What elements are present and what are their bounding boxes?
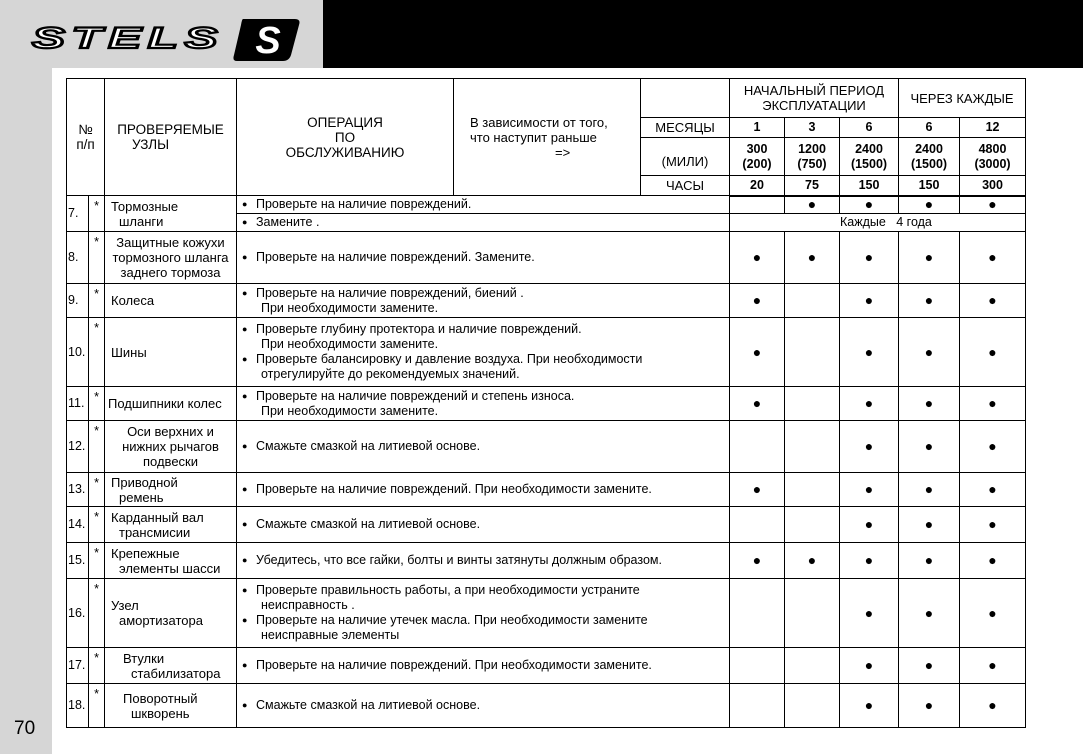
operation-line — [242, 197, 726, 212]
part-line: Приводной — [111, 474, 178, 490]
operation-line — [242, 482, 726, 497]
row-operation — [237, 196, 730, 214]
bullet-icon: ● — [242, 700, 248, 710]
part-line: Узел — [111, 598, 139, 613]
units-miles-label: (МИЛИ) — [661, 154, 709, 169]
operation-text: неисправные элементы — [261, 628, 400, 642]
bullet-icon: ● — [242, 441, 248, 451]
interval-mark: ● — [960, 284, 1026, 318]
row-number: 14. — [67, 507, 89, 543]
table-body — [67, 196, 1026, 728]
operation-text: Проверьте на наличие повреждений и степень износа. — [256, 388, 575, 403]
operation-text: Проверьте правильность работы, а при необходимости устраните — [256, 583, 640, 597]
interval-mark — [785, 648, 840, 684]
units-months-label: МЕСЯЦЫ — [641, 117, 729, 138]
table-row — [67, 473, 1026, 507]
header-parts-cell — [105, 79, 237, 196]
row-number: 12. — [67, 421, 89, 473]
part-line: Шины — [111, 344, 147, 360]
interval-mark: ● — [840, 579, 899, 648]
part-line: амортизатора — [119, 613, 203, 628]
hours-value: 150 — [840, 176, 899, 196]
table-row — [67, 387, 1026, 421]
miles-value: (200) — [742, 156, 772, 171]
header-initial-period — [730, 79, 899, 118]
operation-line — [242, 337, 726, 352]
row-part — [105, 473, 237, 507]
header-operation-cell — [237, 79, 454, 196]
bullet-icon: ● — [242, 555, 248, 565]
km-value: 1200 — [798, 141, 826, 156]
row-part — [105, 196, 237, 232]
row-star: * — [89, 318, 105, 387]
interval-mark: ● — [840, 284, 899, 318]
table-row — [67, 284, 1026, 318]
interval-mark: ● — [840, 648, 899, 684]
part-line: Оси верхних и — [127, 424, 214, 439]
interval-mark: ● — [960, 387, 1026, 421]
months-value: 1 — [730, 118, 785, 138]
part-line: ремень — [119, 489, 164, 505]
header-initial-line2: ЭКСПЛУАТАЦИИ — [762, 98, 866, 114]
row-star: * — [89, 579, 105, 648]
interval-mark: ● — [899, 648, 960, 684]
row-part — [105, 684, 237, 728]
part-line: Колеса — [111, 293, 155, 308]
interval-mark — [730, 507, 785, 543]
bullet-icon: ● — [242, 217, 248, 227]
interval-mark: ● — [899, 318, 960, 387]
stels-emblem-letter: S — [255, 20, 281, 62]
operation-text: Проверьте на наличие повреждений. При необходимости замените. — [256, 482, 652, 496]
operation-text: Убедитесь, что все гайки, болты и винты затянуты должным образом. — [256, 553, 662, 567]
distance-cell — [840, 138, 899, 176]
interval-mark: ● — [960, 232, 1026, 284]
interval-mark: ● — [840, 387, 899, 421]
months-value: 3 — [785, 118, 840, 138]
operation-line — [242, 367, 726, 382]
operation-text: Замените . — [256, 215, 320, 229]
interval-mark: ● — [840, 473, 899, 507]
operation-text: отрегулируйте до рекомендуемых значений. — [261, 367, 520, 381]
table-row — [67, 507, 1026, 543]
interval-mark — [785, 318, 840, 387]
row-operation — [237, 579, 730, 648]
miles-value: (1500) — [910, 156, 948, 171]
interval-mark: ● — [960, 684, 1026, 728]
row-star: * — [89, 473, 105, 507]
header-depends-line2: что наступит раньше — [470, 129, 597, 145]
months-value: 6 — [840, 118, 899, 138]
distance-cell — [899, 138, 960, 176]
interval-mark: ● — [960, 579, 1026, 648]
table-row — [67, 543, 1026, 579]
interval-mark: ● — [899, 684, 960, 728]
miles-value: (750) — [797, 156, 827, 171]
row-operation — [237, 387, 730, 421]
interval-mark: ● — [730, 543, 785, 579]
hours-value: 20 — [730, 176, 785, 196]
operation-line — [242, 439, 726, 454]
operation-text: Проверьте на наличие утечек масла. При необходимости замените — [256, 613, 648, 627]
header-operation-line2: ПО — [334, 129, 356, 145]
operation-line — [242, 286, 726, 301]
interval-mark: ● — [840, 232, 899, 284]
interval-mark: ● — [785, 232, 840, 284]
row-part — [105, 579, 237, 648]
operation-text: Смажьте смазкой на литиевой основе. — [256, 439, 481, 453]
stels-emblem-icon — [233, 15, 303, 63]
interval-mark: ● — [899, 543, 960, 579]
distance-cell — [730, 138, 785, 176]
row-part — [105, 318, 237, 387]
bullet-icon: ● — [242, 287, 248, 298]
part-line: Поворотный — [123, 690, 198, 706]
interval-mark — [730, 579, 785, 648]
km-value: 2400 — [855, 141, 883, 156]
row-part — [105, 648, 237, 684]
row-star: * — [89, 284, 105, 318]
row-number: 18. — [67, 684, 89, 728]
row-star: * — [89, 543, 105, 579]
row-operation — [237, 543, 730, 579]
part-line: Втулки — [123, 650, 165, 666]
row-star: * — [89, 648, 105, 684]
row-part — [105, 543, 237, 579]
row-operation — [237, 318, 730, 387]
interval-mark — [785, 421, 840, 473]
table-row — [67, 421, 1026, 473]
row-number: 15. — [67, 543, 89, 579]
row-operation — [237, 684, 730, 728]
header-every: ЧЕРЕЗ КАЖДЫЕ — [899, 79, 1026, 118]
operation-line — [242, 553, 726, 568]
part-line: Карданный вал — [111, 509, 204, 525]
row-star: * — [89, 684, 105, 728]
part-line: Крепежные — [111, 545, 180, 561]
row-operation — [237, 473, 730, 507]
operation-line — [242, 322, 726, 337]
interval-mark: ● — [785, 196, 840, 214]
row-number: 16. — [67, 579, 89, 648]
interval-mark: ● — [960, 318, 1026, 387]
interval-mark: ● — [785, 543, 840, 579]
part-line: Подшипники колес — [108, 396, 222, 411]
operation-line — [242, 598, 726, 613]
table-row — [67, 579, 1026, 648]
interval-mark: ● — [840, 543, 899, 579]
header-number-cell — [67, 79, 105, 196]
table-row — [67, 648, 1026, 684]
months-value: 6 — [899, 118, 960, 138]
interval-mark — [785, 387, 840, 421]
part-line: трансмисии — [119, 524, 191, 540]
miles-value: (1500) — [850, 156, 888, 171]
row-part — [105, 421, 237, 473]
stels-logo-text: STELS — [32, 26, 224, 52]
interval-mark: ● — [840, 507, 899, 543]
row-part — [105, 284, 237, 318]
operation-line — [242, 658, 726, 673]
row-number: 8. — [67, 232, 89, 284]
interval-mark: ● — [899, 579, 960, 648]
operation-line — [242, 352, 726, 367]
table-row — [67, 196, 1026, 214]
interval-mark: ● — [840, 196, 899, 214]
part-line: шланги — [119, 213, 164, 229]
interval-mark — [730, 196, 785, 214]
interval-mark: ● — [960, 421, 1026, 473]
operation-text: Проверьте глубину протектора и наличие повреждений. — [256, 322, 582, 336]
operation-line — [242, 517, 726, 532]
interval-mark: ● — [960, 507, 1026, 543]
row-star: * — [89, 421, 105, 473]
header-initial-line1: НАЧАЛЬНЫЙ ПЕРИОД — [743, 83, 885, 99]
hours-value: 300 — [960, 176, 1026, 196]
header-operation-line3: ОБСЛУЖИВАНИЮ — [285, 144, 405, 160]
bullet-icon: ● — [242, 519, 248, 529]
interval-mark: ● — [899, 507, 960, 543]
operation-line — [242, 613, 726, 628]
table-row — [67, 684, 1026, 728]
maintenance-table — [66, 78, 1026, 728]
operation-text: При необходимости замените. — [261, 337, 439, 351]
stels-logo — [30, 26, 230, 52]
interval-mark: ● — [899, 284, 960, 318]
bullet-icon: ● — [242, 615, 248, 625]
row-star: * — [89, 507, 105, 543]
interval-mark: ● — [840, 684, 899, 728]
interval-mark — [785, 684, 840, 728]
interval-mark: ● — [840, 421, 899, 473]
header-number-sub: п/п — [76, 137, 95, 152]
bullet-icon: ● — [242, 199, 248, 209]
header-depends-line3: => — [555, 144, 571, 160]
part-line: шкворень — [131, 705, 190, 721]
operation-line — [242, 389, 726, 404]
interval-mark — [785, 507, 840, 543]
hours-value: 150 — [899, 176, 960, 196]
units-spacer — [641, 79, 729, 117]
row-operation — [237, 214, 730, 232]
part-line: стабилизатора — [131, 665, 221, 681]
operation-text: Проверьте на наличие повреждений. — [256, 197, 472, 211]
bullet-icon: ● — [242, 252, 248, 262]
operation-line — [242, 250, 726, 265]
interval-mark: ● — [899, 387, 960, 421]
km-value: 4800 — [978, 141, 1007, 156]
row-number: 10. — [67, 318, 89, 387]
bullet-icon: ● — [242, 585, 248, 595]
part-line: Защитные кожухи — [116, 235, 225, 250]
row-number: 11. — [67, 387, 89, 421]
row-part — [105, 507, 237, 543]
interval-mark: ● — [960, 473, 1026, 507]
operation-line — [242, 301, 726, 316]
bullet-icon: ● — [242, 354, 248, 364]
part-line: заднего тормоза — [120, 265, 221, 280]
interval-mark: ● — [960, 196, 1026, 214]
distance-cell — [960, 138, 1026, 176]
bullet-icon: ● — [242, 660, 248, 670]
interval-mark: ● — [840, 318, 899, 387]
operation-text: Проверьте на наличие повреждений. Замените. — [256, 250, 535, 264]
operation-line — [242, 215, 726, 230]
row-number: 17. — [67, 648, 89, 684]
row-star: * — [89, 196, 105, 232]
operation-text: Проверьте балансировку и давление воздуха. При необходимости — [256, 352, 643, 366]
part-line: нижних рычагов — [122, 439, 219, 454]
row-number: 7. — [67, 196, 89, 232]
header-operation-line1: ОПЕРАЦИЯ — [307, 114, 383, 130]
interval-mark: ● — [960, 648, 1026, 684]
interval-mark — [730, 421, 785, 473]
bullet-icon: ● — [242, 390, 248, 401]
operation-text: При необходимости замените. — [261, 300, 439, 315]
operation-text: неисправность . — [261, 598, 355, 612]
interval-mark — [730, 684, 785, 728]
distance-cell — [785, 138, 840, 176]
row-part — [105, 387, 237, 421]
operation-text: Проверьте на наличие повреждений. При необходимости замените. — [256, 658, 652, 672]
interval-mark: ● — [730, 232, 785, 284]
months-value: 12 — [960, 118, 1026, 138]
row-number: 13. — [67, 473, 89, 507]
interval-note: Каждые 4 года — [730, 214, 1026, 232]
operation-line — [242, 583, 726, 598]
operation-text: При необходимости замените. — [261, 403, 439, 418]
header-units-cell — [641, 79, 730, 196]
km-value: 2400 — [915, 141, 943, 156]
row-number: 9. — [67, 284, 89, 318]
interval-mark: ● — [730, 473, 785, 507]
row-operation — [237, 507, 730, 543]
interval-mark — [785, 579, 840, 648]
part-line: тормозного шланга — [112, 250, 229, 265]
interval-mark: ● — [730, 387, 785, 421]
operation-line — [242, 404, 726, 419]
interval-mark: ● — [899, 232, 960, 284]
row-operation — [237, 232, 730, 284]
units-hours-label: ЧАСЫ — [641, 175, 729, 195]
header-parts-line2: УЗЛЫ — [131, 137, 170, 152]
side-gray-strip — [0, 68, 52, 754]
miles-value: (3000) — [974, 156, 1011, 171]
bullet-icon: ● — [242, 484, 248, 494]
operation-text: Проверьте на наличие повреждений, биений . — [256, 285, 524, 300]
part-line: элементы шасси — [119, 560, 221, 576]
part-line: подвески — [142, 454, 198, 469]
header-depends-cell — [454, 79, 641, 196]
operation-line — [242, 628, 726, 643]
interval-mark — [785, 473, 840, 507]
row-star: * — [89, 387, 105, 421]
row-operation — [237, 648, 730, 684]
bullet-icon: ● — [242, 324, 248, 334]
km-value: 300 — [746, 141, 768, 156]
table-row — [67, 232, 1026, 284]
interval-mark — [785, 284, 840, 318]
row-star: * — [89, 232, 105, 284]
operation-text: Смажьте смазкой на литиевой основе. — [256, 517, 481, 531]
header-number: № — [78, 122, 93, 137]
interval-mark — [730, 648, 785, 684]
row-operation — [237, 284, 730, 318]
table-header — [67, 79, 1026, 196]
part-line: Тормозные — [111, 198, 179, 214]
page-number: 70 — [14, 718, 36, 739]
header-black-band — [323, 0, 1083, 68]
interval-mark: ● — [730, 284, 785, 318]
hours-value: 75 — [785, 176, 840, 196]
operation-line — [242, 698, 726, 713]
table-row — [67, 318, 1026, 387]
header-depends-line1: В зависимости от того, — [470, 114, 608, 130]
operation-text: Смажьте смазкой на литиевой основе. — [256, 698, 481, 712]
row-operation — [237, 421, 730, 473]
interval-mark: ● — [960, 543, 1026, 579]
interval-mark: ● — [899, 421, 960, 473]
header-parts-line1: ПРОВЕРЯЕМЫЕ — [117, 122, 224, 137]
interval-mark: ● — [899, 196, 960, 214]
interval-mark: ● — [899, 473, 960, 507]
row-part — [105, 232, 237, 284]
interval-mark: ● — [730, 318, 785, 387]
